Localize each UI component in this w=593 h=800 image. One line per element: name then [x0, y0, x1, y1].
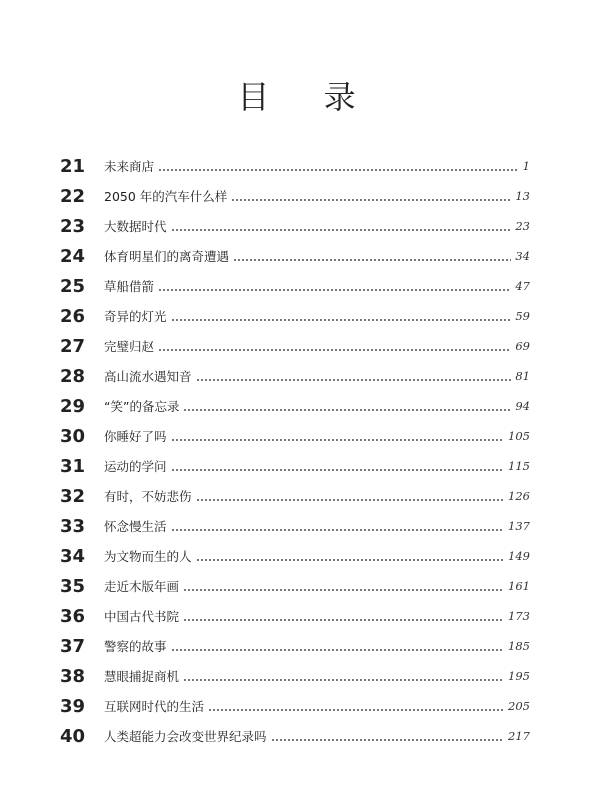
page-number: 81 [515, 369, 530, 383]
chapter-number: 21 [60, 155, 86, 177]
chapter-title: 体育明星们的离奇遭遇 [104, 249, 230, 264]
toc-entry [60, 211, 530, 241]
chapter-number: 28 [60, 365, 86, 387]
dot-leader [183, 679, 504, 681]
chapter-title: 怀念慢生活 [104, 519, 167, 534]
page-number: 137 [508, 519, 530, 533]
dot-leader [196, 499, 505, 501]
page-number: 105 [508, 429, 530, 443]
chapter-number: 40 [60, 725, 86, 747]
chapter-number: 32 [60, 485, 86, 507]
toc-entry [60, 181, 530, 211]
dot-leader [196, 379, 512, 381]
chapter-number: 39 [60, 695, 86, 717]
page-number: 185 [508, 639, 530, 653]
chapter-number: 30 [60, 425, 86, 447]
chapter-number: 31 [60, 455, 86, 477]
dot-leader [271, 739, 505, 741]
toc-entry [60, 481, 530, 511]
page-number: 149 [508, 549, 530, 563]
toc-entry [60, 631, 530, 661]
chapter-number: 27 [60, 335, 86, 357]
chapter-title: 高山流水遇知音 [104, 369, 192, 384]
page-number: 47 [515, 279, 530, 293]
dot-leader [158, 169, 519, 171]
page-number: 161 [508, 579, 530, 593]
dot-leader [183, 619, 504, 621]
toc-entry [60, 511, 530, 541]
toc-entry [60, 541, 530, 571]
dot-leader [231, 199, 511, 201]
chapter-title: 人类超能力会改变世界纪录吗 [104, 729, 267, 744]
chapter-title: 互联网时代的生活 [104, 699, 205, 714]
chapter-number: 22 [60, 185, 86, 207]
chapter-number: 37 [60, 635, 86, 657]
chapter-number: 25 [60, 275, 86, 297]
page-number: 34 [515, 249, 530, 263]
toc-entry [60, 331, 530, 361]
page-number: 23 [515, 219, 530, 233]
chapter-title: 警察的故事 [104, 639, 167, 654]
chapter-title: 有时，不妨悲伤 [104, 489, 192, 504]
dot-leader [208, 709, 504, 711]
page-number: 94 [515, 399, 530, 413]
page-number: 115 [508, 459, 530, 473]
toc-entry [60, 361, 530, 391]
chapter-number: 34 [60, 545, 86, 567]
dot-leader [183, 409, 511, 411]
toc-entry [60, 271, 530, 301]
chapter-number: 24 [60, 245, 86, 267]
page-number: 59 [515, 309, 530, 323]
page-number: 195 [508, 669, 530, 683]
page-number: 69 [515, 339, 530, 353]
page-number: 13 [515, 189, 530, 203]
chapter-number: 35 [60, 575, 86, 597]
chapter-title: 为文物而生的人 [104, 549, 192, 564]
page-number: 205 [508, 699, 530, 713]
chapter-title: “笑”的备忘录 [104, 399, 180, 414]
chapter-number: 26 [60, 305, 86, 327]
toc-entry [60, 661, 530, 691]
chapter-title: 运动的学问 [104, 459, 167, 474]
chapter-number: 36 [60, 605, 86, 627]
dot-leader [171, 529, 505, 531]
chapter-number: 33 [60, 515, 86, 537]
chapter-title: 完璧归赵 [104, 339, 155, 354]
page-number: 126 [508, 489, 530, 503]
chapter-number: 29 [60, 395, 86, 417]
dot-leader [158, 349, 511, 351]
dot-leader [183, 589, 504, 591]
chapter-title: 奇异的灯光 [104, 309, 167, 324]
toc-entry [60, 301, 530, 331]
toc-entry [60, 601, 530, 631]
dot-leader [171, 319, 512, 321]
toc-entry [60, 721, 530, 751]
chapter-title: 走近木版年画 [104, 579, 180, 594]
chapter-number: 38 [60, 665, 86, 687]
dot-leader [171, 439, 505, 441]
toc-entry [60, 571, 530, 601]
chapter-title: 2050 年的汽车什么样 [104, 189, 228, 204]
dot-leader [196, 559, 505, 561]
page-number: 1 [522, 159, 530, 173]
toc-entry [60, 241, 530, 271]
page-number: 173 [508, 609, 530, 623]
toc-entry [60, 451, 530, 481]
dot-leader [171, 649, 505, 651]
toc-entry [60, 421, 530, 451]
chapter-title: 未来商店 [104, 159, 155, 174]
toc-entry [60, 391, 530, 421]
page-title: 目 录 [237, 78, 378, 116]
chapter-title: 草船借箭 [104, 279, 155, 294]
chapter-title: 你睡好了吗 [104, 429, 167, 444]
toc-entry [60, 691, 530, 721]
toc-entry [60, 151, 530, 181]
dot-leader [158, 289, 511, 291]
dot-leader [233, 259, 511, 261]
chapter-title: 慧眼捕捉商机 [104, 669, 180, 684]
chapter-number: 23 [60, 215, 86, 237]
dot-leader [171, 469, 505, 471]
chapter-title: 中国古代书院 [104, 609, 180, 624]
page-number: 217 [508, 729, 530, 743]
dot-leader [171, 229, 512, 231]
chapter-title: 大数据时代 [104, 219, 167, 234]
